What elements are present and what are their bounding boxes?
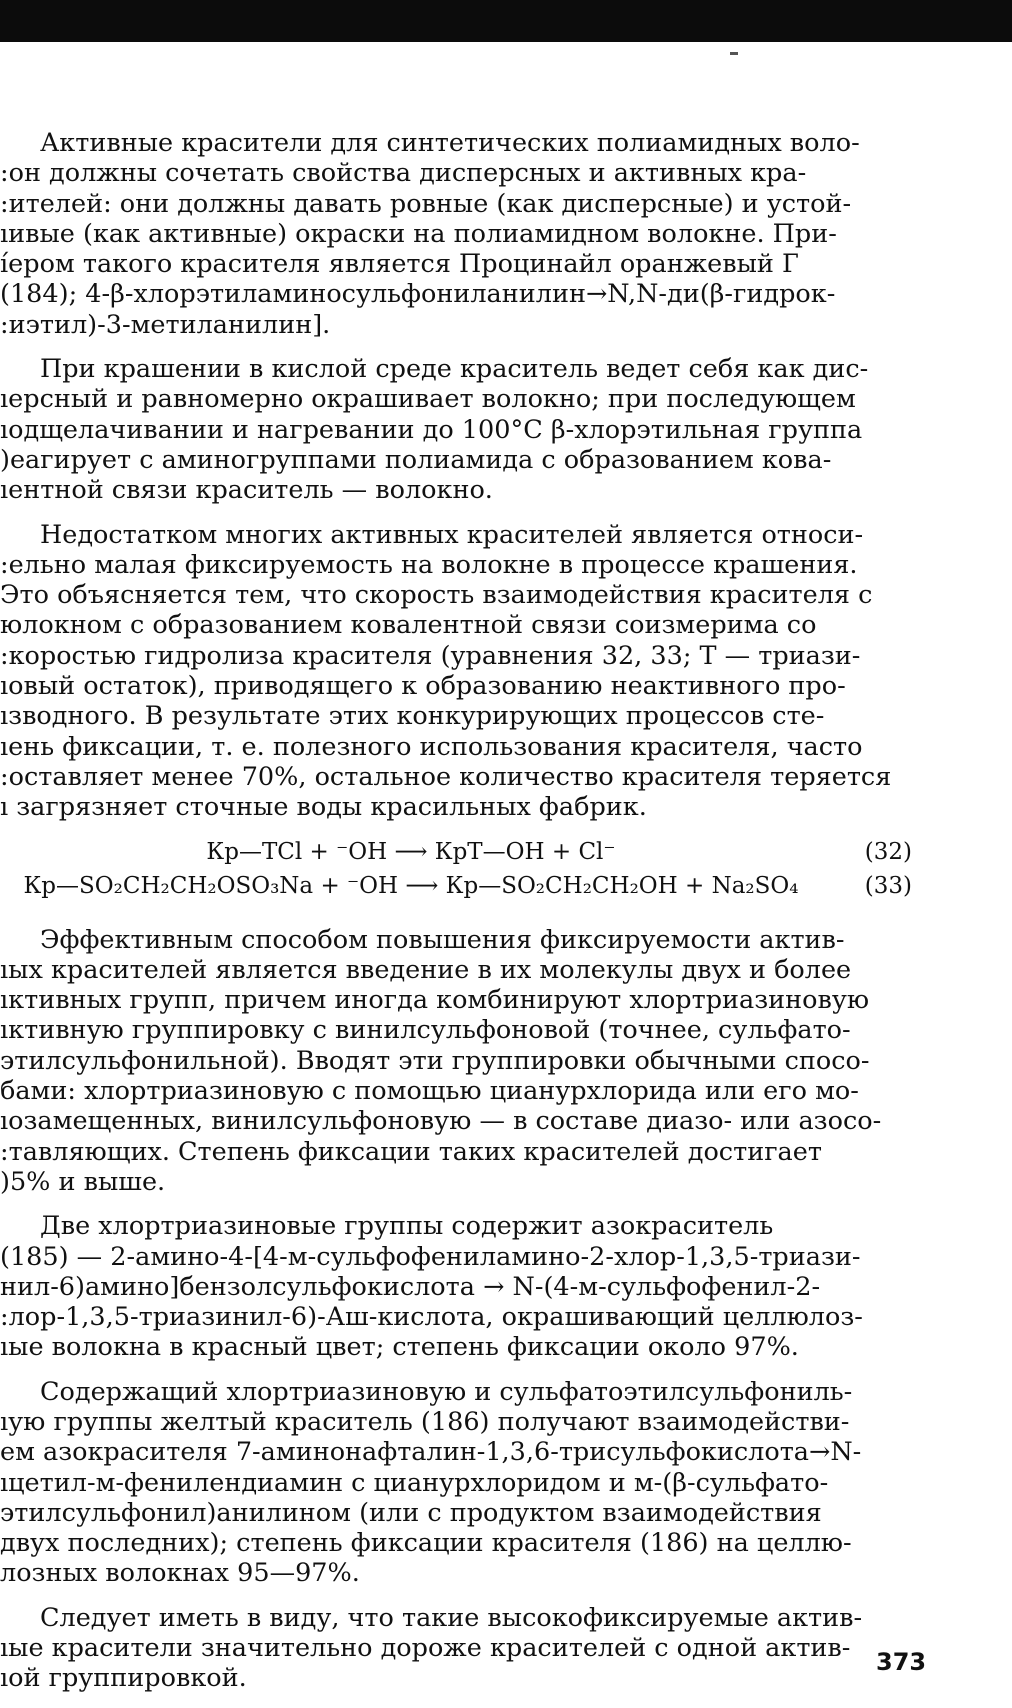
text-line: ıень фиксации, т. е. полезного использования красителя, часто (0, 731, 863, 762)
equation-expression: Кр—SO₂CH₂CH₂OSO₃Na + ⁻OH ⟶ Кр—SO₂CH₂CH₂OH + Na₂SO₄ (23, 872, 799, 899)
text-line: ıентной связи краситель — волокно. (0, 475, 493, 506)
paragraph (0, 1377, 912, 1589)
text-line: ıерсный и равномерно окрашивает волокно; при последующем (0, 384, 856, 415)
text-line: (184); 4-β-хлорэтиламиносульфониланилин→N,N-ди(β-гидрок- (0, 279, 836, 310)
text-line: бами: хлортриазиновую с помощью цианурхлорида или его мо- (0, 1076, 859, 1107)
text-line: юлокном с образованием ковалентной связи соизмерима со (0, 610, 817, 641)
equation-row (0, 869, 912, 903)
paragraph (0, 925, 912, 1198)
page-number: 373 (876, 1648, 927, 1676)
text-line: двух последних); степень фиксации красителя (186) на целлю- (0, 1528, 852, 1559)
equation-expression: Кр—TCl + ⁻OH ⟶ КрТ—OH + Cl⁻ (206, 838, 616, 865)
paragraph (0, 1603, 912, 1694)
text-line: ıодщелачивании и нагревании до 100°C β-хлорэтильная группа (0, 414, 863, 445)
text-line: ıую группы желтый краситель (186) получают взаимодействи- (0, 1406, 850, 1437)
text-line: Эффективным способом повышения фиксируемости актив- (40, 924, 845, 955)
text-line: лозных волокнах 95—97%. (0, 1558, 360, 1589)
scan-speck (730, 52, 738, 55)
text-line: :ельно малая фиксируемость на волокне в процессе крашения. (0, 549, 858, 580)
text-line: ıые красители значительно дороже красителей с одной актив- (0, 1633, 851, 1664)
text-line: Активные красители для синтетических полиамидных воло- (40, 128, 860, 158)
text-line: ıктивную группировку с винилсульфоновой (точнее, сульфато- (0, 1015, 851, 1046)
text-line: :тавляющих. Степень фиксации таких красителей достигает (0, 1136, 822, 1167)
text-line: При крашении в кислой среде краситель ведет себя как дис- (40, 354, 869, 385)
equation-number: (33) (864, 872, 912, 899)
text-line: ıозамещенных, винилсульфоновую — в составе диазо- или азосо- (0, 1106, 882, 1137)
text-line: :иэтил)-3-метиланилин]. (0, 309, 331, 340)
text-line: этилсульфонил)анилином (или с продуктом взаимодействия (0, 1497, 822, 1528)
paragraph (0, 520, 912, 823)
text-line: :ителей: они должны давать ровные (как дисперсные) и устой- (0, 188, 852, 219)
text-line: нил-6)амино]бензолсульфокислота → N-(4-м-сульфофенил-2- (0, 1271, 821, 1302)
page-body (0, 128, 912, 1708)
text-line: )5% и выше. (0, 1166, 166, 1197)
text-line: ıые волокна в красный цвет; степень фиксации около 97%. (0, 1332, 799, 1363)
text-line: ем азокрасителя 7-аминонафталин-1,3,6-трисульфокислота→N- (0, 1437, 862, 1468)
text-line: ıцетил-м-фенилендиамин с цианурхлоридом и м-(β-сульфато- (0, 1467, 829, 1498)
text-line: :коростью гидролиза красителя (уравнения 32, 33; Т — триази- (0, 640, 861, 671)
text-line: ıзводного. В результате этих конкурирующих процессов сте- (0, 701, 825, 732)
text-line: (185) — 2-амино-4-[4-м-сульфофениламино-2-хлор-1,3,5-триази- (0, 1241, 861, 1272)
text-line: ıых красителей является введение в их молекулы двух и более (0, 954, 852, 985)
text-block-1 (0, 128, 912, 823)
text-block-2 (0, 925, 912, 1694)
text-line: ıовый остаток), приводящего к образованию неактивного про- (0, 671, 846, 702)
text-line: этилсульфонильной). Вводят эти группировки обычными спосо- (0, 1045, 870, 1076)
paragraph (0, 128, 912, 340)
text-line: ıивые (как активные) окраски на полиамидном волокне. При- (0, 218, 837, 249)
text-line: Это объясняется тем, что скорость взаимодействия красителя с (0, 580, 873, 611)
text-line: ıой группировкой. (0, 1663, 247, 1694)
text-line: )еагирует с аминогруппами полиамида с образованием кова- (0, 444, 832, 475)
equation-row (0, 835, 912, 869)
text-line: ıктивных групп, причем иногда комбинируют хлортриазиновую (0, 985, 870, 1016)
text-line: Две хлортриазиновые группы содержит азокраситель (40, 1211, 774, 1242)
text-line: ı загрязняет сточные воды красильных фабрик. (0, 792, 647, 823)
text-line: :лор-1,3,5-триазинил-6)-Аш-кислота, окрашивающий целлюлоз- (0, 1302, 863, 1333)
text-line: :оставляет менее 70%, остальное количество красителя теряется (0, 761, 892, 792)
equations (0, 835, 912, 903)
equation-number: (32) (864, 838, 912, 865)
paragraph (0, 1211, 912, 1362)
text-line: íером такого красителя является Процинайл оранжевый Г (0, 249, 799, 280)
scan-top-border (0, 0, 1012, 42)
text-line: :он должны сочетать свойства дисперсных и активных кра- (0, 158, 807, 189)
paragraph (0, 354, 912, 505)
text-line: Содержащий хлортриазиновую и сульфатоэтилсульфониль- (40, 1376, 853, 1407)
text-line: Недостатком многих активных красителей является относи- (40, 519, 864, 550)
text-line: Следует иметь в виду, что такие высокофиксируемые актив- (40, 1602, 863, 1633)
